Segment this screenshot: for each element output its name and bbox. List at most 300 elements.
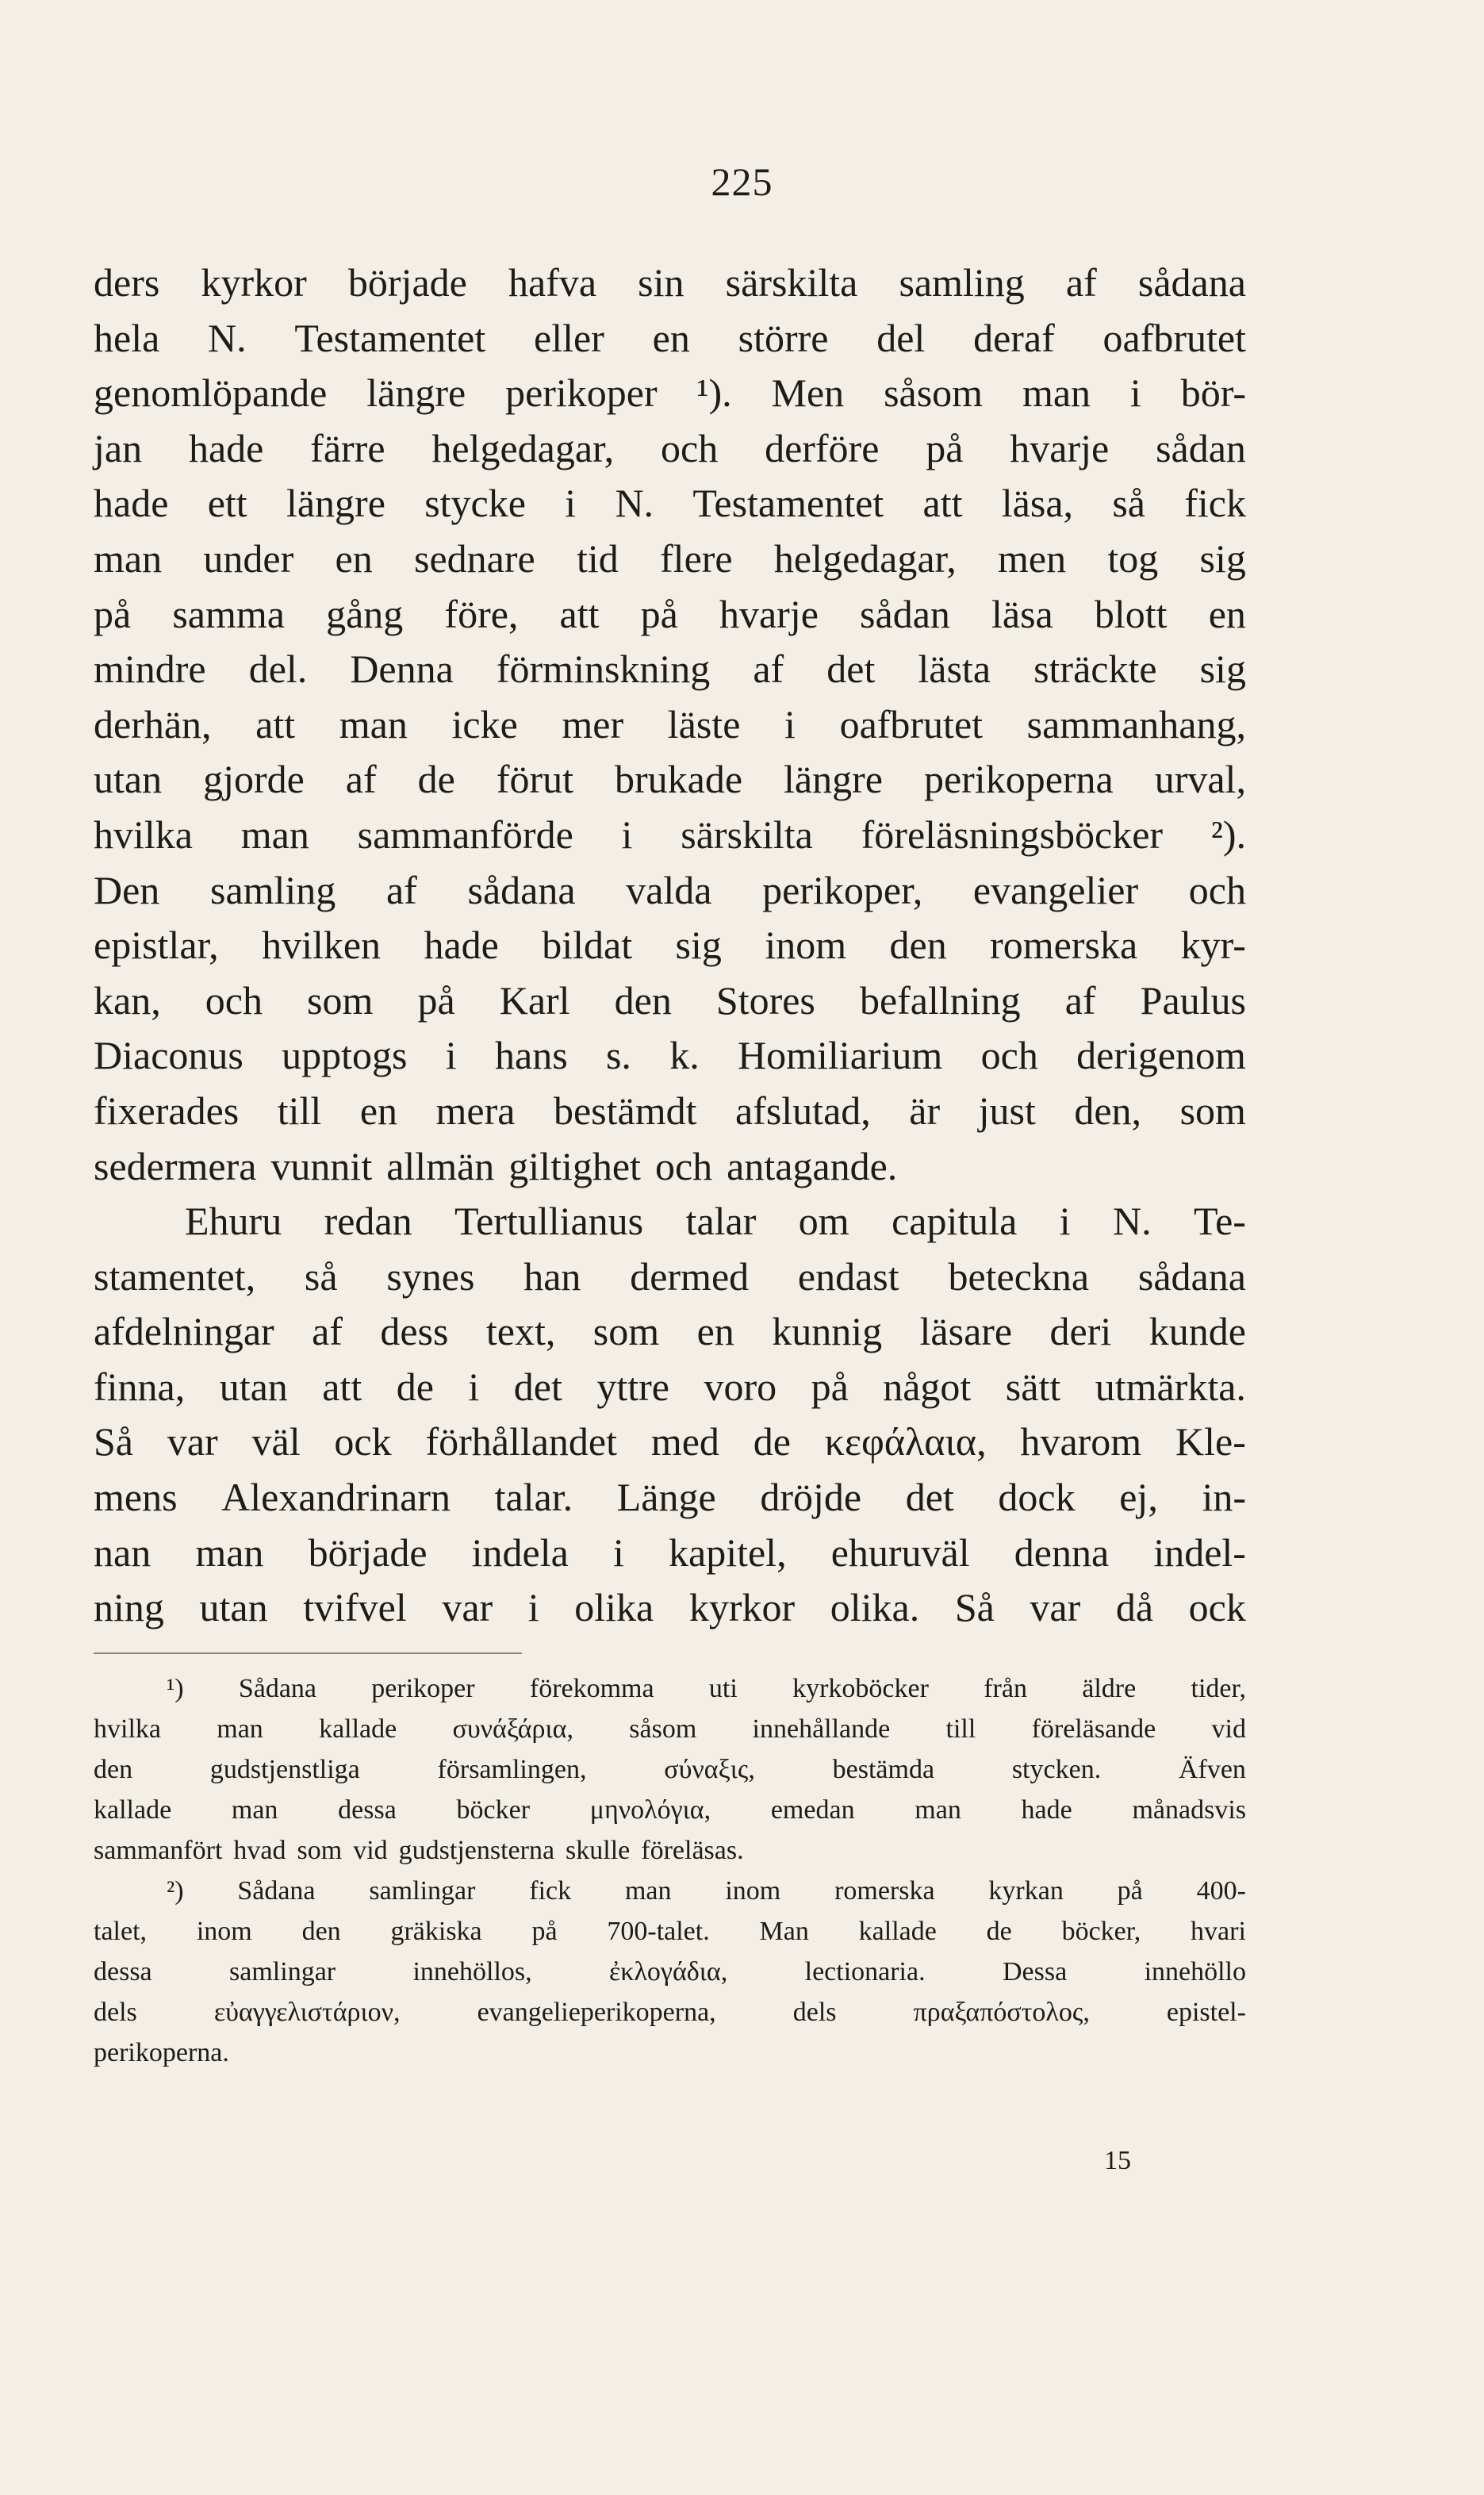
word: nan (94, 1530, 151, 1575)
text-line (94, 1194, 1246, 1249)
word: Paulus (1140, 977, 1246, 1023)
word: icke (451, 701, 518, 747)
word: Sådana (238, 1674, 316, 1703)
word: man (94, 535, 163, 581)
word: ej, (1119, 1475, 1158, 1520)
footnote-line (94, 2032, 1246, 2073)
word: N. (1113, 1199, 1152, 1244)
text-line (94, 1580, 1246, 1636)
word: helgedagar, (431, 425, 615, 470)
word: i (1059, 1199, 1071, 1244)
word: utan (94, 757, 163, 802)
text-line (94, 918, 1246, 973)
word: Länge (616, 1475, 716, 1520)
text-line (94, 1414, 1246, 1470)
word: sträckte (1033, 647, 1157, 692)
word: fick (529, 1876, 572, 1906)
word: var (167, 1419, 218, 1464)
word: hade (424, 923, 499, 968)
word: redan (324, 1199, 412, 1244)
word: sådan (860, 591, 950, 636)
footnote-line (94, 1952, 1246, 1992)
word: Denna (350, 647, 454, 692)
text-line (94, 973, 1246, 1029)
word: Så (94, 1419, 133, 1464)
word: denna (1014, 1530, 1110, 1575)
word: blott (1094, 591, 1168, 636)
word: κεφάλαια, (824, 1419, 987, 1464)
word: derigenom (1076, 1033, 1246, 1078)
word: mindre (94, 647, 206, 692)
word: man (231, 1795, 278, 1825)
word: inom (196, 1917, 252, 1946)
word: finna, (94, 1364, 186, 1409)
word: den (94, 1755, 133, 1784)
word: en (1208, 591, 1246, 636)
word: gjorde (203, 757, 305, 802)
text-line (94, 1249, 1246, 1305)
signature-mark: 15 (1104, 2146, 1131, 2175)
word: med (650, 1419, 719, 1464)
word: och (654, 1143, 713, 1188)
word: samling (209, 867, 336, 912)
word: endast (797, 1253, 899, 1299)
word: vid (1211, 1714, 1246, 1744)
word: då (1115, 1585, 1154, 1630)
word: Kle- (1175, 1419, 1246, 1464)
word: afslutad, (734, 1088, 871, 1133)
word: dels (792, 1998, 837, 2027)
word: det (905, 1475, 954, 1520)
word: 700-talet. (607, 1917, 710, 1946)
word: jan (94, 425, 143, 470)
word: de (986, 1917, 1012, 1946)
word: kan, (94, 977, 161, 1023)
text-line (94, 476, 1246, 532)
word: kyr- (1180, 923, 1246, 968)
word: till (945, 1714, 976, 1744)
text-line (94, 366, 1246, 421)
word: πραξαπόστολος, (913, 1998, 1090, 2027)
word: de (753, 1419, 791, 1464)
word: Alexandrinarn (221, 1475, 451, 1520)
footnote-line (94, 1911, 1246, 1952)
word: capitula (892, 1199, 1018, 1244)
word: förminskning (496, 647, 711, 692)
word: Sådana (237, 1876, 316, 1906)
word: i (612, 1530, 624, 1575)
word: dessa (94, 1957, 152, 1986)
word: inom (725, 1876, 781, 1906)
word: tvifvel (303, 1585, 407, 1630)
word: stamentet, (94, 1253, 256, 1299)
word: dess (380, 1309, 449, 1354)
word: kallade (858, 1917, 937, 1946)
word: olika. (830, 1585, 920, 1630)
word: att (255, 701, 296, 747)
word: del (876, 315, 926, 360)
word: sammanhang, (1026, 701, 1246, 747)
word: det (826, 647, 876, 692)
word: hvilka (94, 812, 193, 857)
word: ett (207, 481, 247, 526)
word: helgedagar, (773, 535, 957, 581)
word: perikoper (505, 370, 658, 416)
word: från (984, 1674, 1027, 1703)
word: den (889, 923, 947, 968)
word: såsom (629, 1714, 697, 1744)
footnote-divider (94, 1652, 522, 1654)
footnote-line (94, 1830, 1246, 1871)
word: indela (471, 1530, 569, 1575)
word: antagande. (727, 1143, 898, 1188)
word: en (696, 1309, 734, 1354)
word: perikoper (371, 1674, 475, 1703)
word: en (335, 535, 373, 581)
word: sätt (1005, 1364, 1061, 1409)
word: ock (334, 1419, 392, 1464)
word: Så (954, 1585, 995, 1630)
word: månadsvis (1132, 1795, 1246, 1825)
word: indel- (1153, 1530, 1246, 1575)
word: kyrkor (201, 260, 307, 305)
footnote-line (94, 1992, 1246, 2032)
word: upptogs (282, 1033, 408, 1078)
word: ock (1188, 1585, 1246, 1630)
word: före, (444, 591, 519, 636)
word: något (883, 1364, 972, 1409)
text-line (94, 863, 1246, 919)
word: på (926, 425, 964, 470)
word: σύναξις, (664, 1755, 755, 1784)
word: föreläsningsböcker (861, 812, 1164, 857)
word: sammanförde (357, 812, 573, 857)
word: innehållande (752, 1714, 891, 1744)
word: större (738, 315, 829, 360)
word: böcker (456, 1795, 531, 1825)
word: att (922, 481, 963, 526)
word: urval, (1154, 757, 1246, 802)
word: kallade (319, 1714, 397, 1744)
word: började (347, 260, 467, 305)
word: föreläsas. (641, 1836, 744, 1865)
word: sig (1199, 647, 1246, 692)
word: valda (626, 867, 712, 912)
word: afdelningar (94, 1309, 274, 1354)
word: deraf (973, 315, 1055, 360)
word: epistlar, (94, 923, 219, 968)
word: fixerades (94, 1088, 240, 1133)
word: det (513, 1364, 562, 1409)
footnote-line (94, 1668, 1246, 1709)
word: äldre (1082, 1674, 1137, 1703)
text-line (94, 1526, 1246, 1581)
word: som (307, 977, 374, 1023)
word: i (565, 481, 577, 526)
word: läsare (919, 1309, 1013, 1354)
word: tid (576, 535, 619, 581)
word: samling (899, 260, 1025, 305)
word: utan (219, 1364, 288, 1409)
word: N. (615, 481, 654, 526)
word: församlingen, (437, 1755, 587, 1784)
word: att (559, 591, 600, 636)
word: sednare (413, 535, 535, 581)
word: var (1030, 1585, 1081, 1630)
word: af (753, 647, 784, 692)
word: sig (1199, 535, 1246, 581)
word: i (784, 701, 796, 747)
word: en (359, 1088, 398, 1133)
word: man (915, 1795, 961, 1825)
word: brukade (615, 757, 743, 802)
word: föreläsande (1031, 1714, 1156, 1744)
word: evangelier (972, 867, 1139, 912)
word: oafbrutet (1102, 315, 1246, 360)
word: Men (771, 370, 845, 416)
word: Dessa (1002, 1957, 1068, 1986)
word: och (661, 425, 719, 470)
word: man (1022, 370, 1091, 416)
word: bildat (542, 923, 633, 968)
text-line (94, 697, 1246, 753)
word: en (652, 315, 690, 360)
word: s. (605, 1033, 631, 1078)
word: samlingar (369, 1876, 476, 1906)
word: i (468, 1364, 480, 1409)
word: sin (638, 260, 684, 305)
word: gudstjenstliga (209, 1755, 360, 1784)
word: giltighet (508, 1143, 641, 1188)
word: af (385, 867, 417, 912)
word: hade (188, 425, 264, 470)
word: sådana (467, 867, 576, 912)
word: hvilken (262, 923, 382, 968)
word: började (308, 1530, 428, 1575)
text-line (94, 1304, 1246, 1360)
word: och (205, 977, 263, 1023)
word: synes (386, 1253, 475, 1299)
word: perikoper, (762, 867, 923, 912)
word: εὐαγγελιστάριον, (213, 1998, 401, 2027)
word: dermed (630, 1253, 750, 1299)
word: den (614, 977, 672, 1023)
word: genomlöpande (94, 370, 328, 416)
word: den (301, 1917, 341, 1946)
word: lästa (918, 647, 991, 692)
word: hafva (508, 260, 597, 305)
word: vunnit (270, 1143, 373, 1188)
text-line (94, 752, 1246, 808)
word: Testamentet (692, 481, 884, 526)
word: Te- (1194, 1199, 1246, 1244)
word: mer (562, 701, 624, 747)
word: hvilka (94, 1714, 161, 1744)
word: men (997, 535, 1067, 581)
word: romerska (834, 1876, 935, 1906)
word: vid (353, 1836, 388, 1865)
word: lectionaria. (804, 1957, 926, 1986)
word: stycken. (1011, 1755, 1102, 1784)
word: af (345, 757, 377, 802)
word: läsa (991, 591, 1053, 636)
word: Testamentet (294, 315, 486, 360)
word: och (980, 1033, 1038, 1078)
word: Homiliarium (738, 1033, 943, 1078)
word: deri (1049, 1309, 1112, 1354)
word: om (798, 1199, 849, 1244)
word: gudstjensterna (398, 1836, 555, 1865)
word: sådana (1137, 260, 1246, 305)
word: i (1129, 370, 1141, 416)
word: var (442, 1585, 493, 1630)
word: i (621, 812, 633, 857)
text-line (94, 1028, 1246, 1084)
word: flere (660, 535, 733, 581)
word: olika (574, 1585, 654, 1630)
word: uti (708, 1674, 738, 1703)
word: hade (1021, 1795, 1072, 1825)
word: gång (326, 591, 404, 636)
word: just (978, 1088, 1036, 1133)
word: längre (366, 370, 466, 416)
word: kunde (1148, 1309, 1246, 1354)
word: mera (435, 1088, 516, 1133)
word: in- (1202, 1475, 1246, 1520)
word: man (240, 812, 309, 857)
word: dock (998, 1475, 1076, 1520)
word: talar. (494, 1475, 573, 1520)
word: hvad (233, 1836, 286, 1865)
word: Tertullianus (454, 1199, 644, 1244)
word: till (277, 1088, 322, 1133)
word: kyrkoböcker (792, 1674, 929, 1703)
word: hvarom (1020, 1419, 1142, 1464)
word: på (531, 1917, 558, 1946)
word: Stores (715, 977, 815, 1023)
word: ders (94, 260, 160, 305)
word: dels (94, 1998, 137, 2027)
word: del. (248, 647, 308, 692)
word: text, (485, 1309, 556, 1354)
word: μηνολόγια, (589, 1795, 711, 1825)
word: af (312, 1309, 343, 1354)
word: väl (251, 1419, 301, 1464)
word: tider, (1191, 1674, 1246, 1703)
word: ἐκλογάδια, (609, 1957, 728, 1986)
word: yttre (596, 1364, 669, 1409)
word: utmärkta. (1095, 1364, 1246, 1409)
word: sedermera (94, 1143, 257, 1188)
word: utan (199, 1585, 268, 1630)
word: innehöllos, (412, 1957, 532, 1986)
text-line (94, 421, 1246, 477)
word: talar (685, 1199, 757, 1244)
word: färre (310, 425, 385, 470)
word: längre (286, 481, 385, 526)
word: gräkiska (390, 1917, 482, 1946)
word: hans (495, 1033, 568, 1078)
word: på (1117, 1876, 1143, 1906)
text-line (94, 311, 1246, 367)
word: under (203, 535, 294, 581)
word: läste (667, 701, 741, 747)
word: såsom (884, 370, 984, 416)
word: samlingar (229, 1957, 336, 1986)
word: så (1112, 481, 1145, 526)
word: tog (1107, 535, 1159, 581)
word: kyrkan (988, 1876, 1064, 1906)
text-line (94, 642, 1246, 697)
word: hade (94, 481, 169, 526)
word: oafbrutet (839, 701, 984, 747)
word: inom (765, 923, 847, 968)
word: sammanfört (94, 1836, 223, 1865)
word: som (592, 1309, 660, 1354)
word: allmän (386, 1143, 495, 1188)
word: kallade (94, 1795, 172, 1825)
word: kunnig (772, 1309, 883, 1354)
word: bestämdt (553, 1088, 697, 1133)
word: befallning (859, 977, 1021, 1023)
word: särskilta (681, 812, 813, 857)
text-line (94, 1084, 1246, 1139)
word: särskilta (725, 260, 858, 305)
word: som (297, 1836, 343, 1865)
word: Den (94, 867, 160, 912)
word: på (640, 591, 678, 636)
word: Man (759, 1917, 809, 1946)
word: beteckna (948, 1253, 1090, 1299)
word: längre (784, 757, 883, 802)
word: läsa, (1001, 481, 1074, 526)
word: ning (94, 1585, 164, 1630)
word: så (304, 1253, 338, 1299)
word: man (195, 1530, 264, 1575)
word: att (322, 1364, 362, 1409)
word: eller (534, 315, 604, 360)
text-line (94, 532, 1246, 587)
word: 400- (1196, 1876, 1246, 1906)
word: hvari (1191, 1917, 1246, 1946)
word: talet, (94, 1917, 148, 1946)
footnote-line (94, 1790, 1246, 1830)
word: dessa (338, 1795, 397, 1825)
word: συνάξάρια, (452, 1714, 573, 1744)
word: af (1064, 977, 1096, 1023)
word: perikoperna. (94, 2038, 229, 2067)
word: sig (675, 923, 722, 968)
footnote-line (94, 1709, 1246, 1749)
word: bestämda (832, 1755, 935, 1784)
word: ²). (1210, 812, 1246, 857)
word: ¹) (167, 1674, 184, 1703)
word: ²) (167, 1876, 184, 1906)
text-line (94, 1139, 1246, 1195)
word: på (811, 1364, 849, 1409)
word: kapitel, (669, 1530, 787, 1575)
word: förut (496, 757, 574, 802)
word: som (1179, 1088, 1246, 1133)
word: ¹). (696, 370, 732, 416)
page-number: 225 (711, 159, 773, 204)
word: man (217, 1714, 263, 1744)
word: hela (94, 315, 160, 360)
word: innehöllo (1144, 1957, 1246, 1986)
word: evangelieperikoperna, (477, 1998, 716, 2027)
word: fick (1184, 481, 1246, 526)
word: förekomma (529, 1674, 654, 1703)
